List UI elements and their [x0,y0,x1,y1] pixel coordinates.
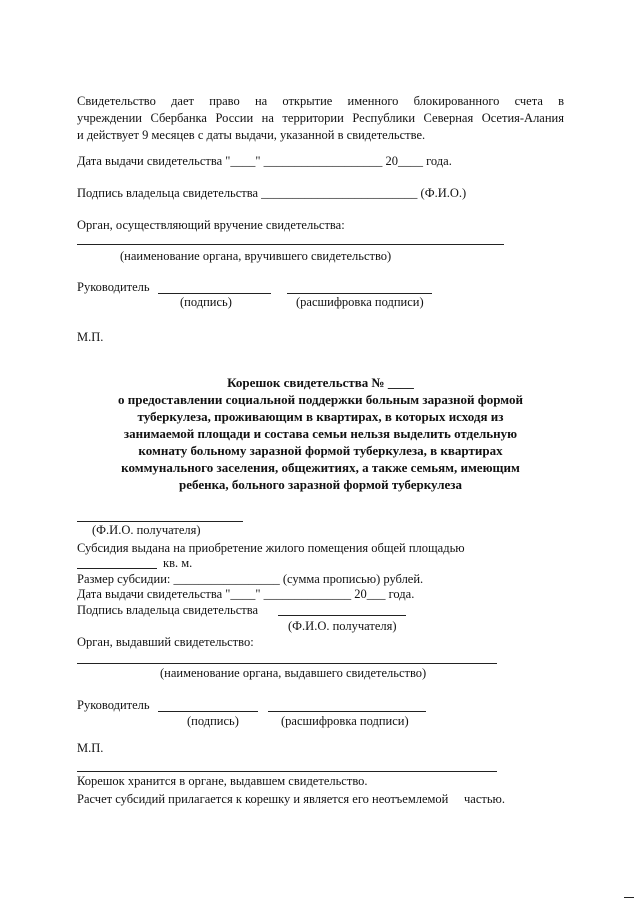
owner-signature-line: Подпись владельца свидетельства _________________________ (Ф.И.О.) [77,186,467,200]
owner-recipient-caption: (Ф.И.О. получателя) [288,619,397,633]
kept-note: Корешок хранится в органе, выдавшем свидетельство. [77,774,368,788]
intro-line: и действует 9 месяцев с даты выдачи, указанной в свидетельстве. [77,128,426,142]
head-label: Руководитель [77,280,150,294]
stub-head-label: Руководитель [77,698,150,712]
stub-head-signature-field [158,711,258,712]
intro-line: учреждении Сбербанка России на территории Республики Северная Осетия-Алания [77,111,564,125]
stub-title-line: ребенка, больного заразной формой туберкулеза [178,477,463,492]
decoding-caption: (расшифровка подписи) [296,295,424,309]
stub-issue-date-line: Дата выдачи свидетельства "____" ______________ 20___ года. [77,587,415,601]
issuing-body-label: Орган, осуществляющий вручение свидетельства: [77,218,345,232]
seal-mark: М.П. [77,330,104,344]
head-decoding-field [287,293,432,294]
intro-paragraph [77,93,564,144]
stub-title-line: о предоставлении социальной поддержки больным заразной формой [118,392,523,407]
stub-title-line: занимаемой площади и состава семьи нельзя выделить отдельную [123,426,518,441]
stub-owner-signature-field [278,615,406,616]
signature-caption: (подпись) [180,295,232,309]
subsidy-issued-text: Субсидия выдана на приобретение жилого помещения общей площадью [77,541,465,555]
stub-seal-mark: М.П. [77,741,104,755]
area-unit: кв. м. [163,556,193,570]
stub-owner-signature-label: Подпись владельца свидетельства [77,603,259,617]
issuer-caption: (наименование органа, выдавшего свидетельство) [160,666,427,680]
head-signature-field [158,293,271,294]
stub-title-line: комнату больному заразной формой туберкулеза, в квартирах [138,443,503,458]
issue-date-line: Дата выдачи свидетельства "____" ___________________ 20____ года. [77,154,452,168]
subsidy-amount-line: Размер субсидии: _________________ (сумма прописью) рублей. [77,572,424,586]
issuing-body-caption: (наименование органа, вручившего свидетельство) [120,249,392,263]
stub-title [77,374,564,493]
stub-signature-caption: (подпись) [187,714,239,728]
stub-decoding-caption: (расшифровка подписи) [281,714,409,728]
issuer-field [77,663,497,664]
area-field [77,568,157,569]
stub-title-line: коммунального заселения, общежитиях, а также семьям, имеющим [121,460,520,475]
stub-title-line: Корешок свидетельства № ____ [227,375,414,390]
corner-mark [624,897,634,898]
recipient-name-field [77,521,243,522]
separator-line [77,771,497,772]
recipient-caption: (Ф.И.О. получателя) [92,523,201,537]
stub-head-decoding-field [268,711,426,712]
calc-note: Расчет субсидий прилагается к корешку и является его неотъемлемой частью. [77,792,505,806]
issuing-body-field [77,244,504,245]
issuer-label: Орган, выдавший свидетельство: [77,635,254,649]
stub-title-line: туберкулеза, проживающим в квартирах, в которых исходя из [137,409,504,424]
intro-line: Свидетельство дает право на открытие именного блокированного счета в [77,94,564,108]
